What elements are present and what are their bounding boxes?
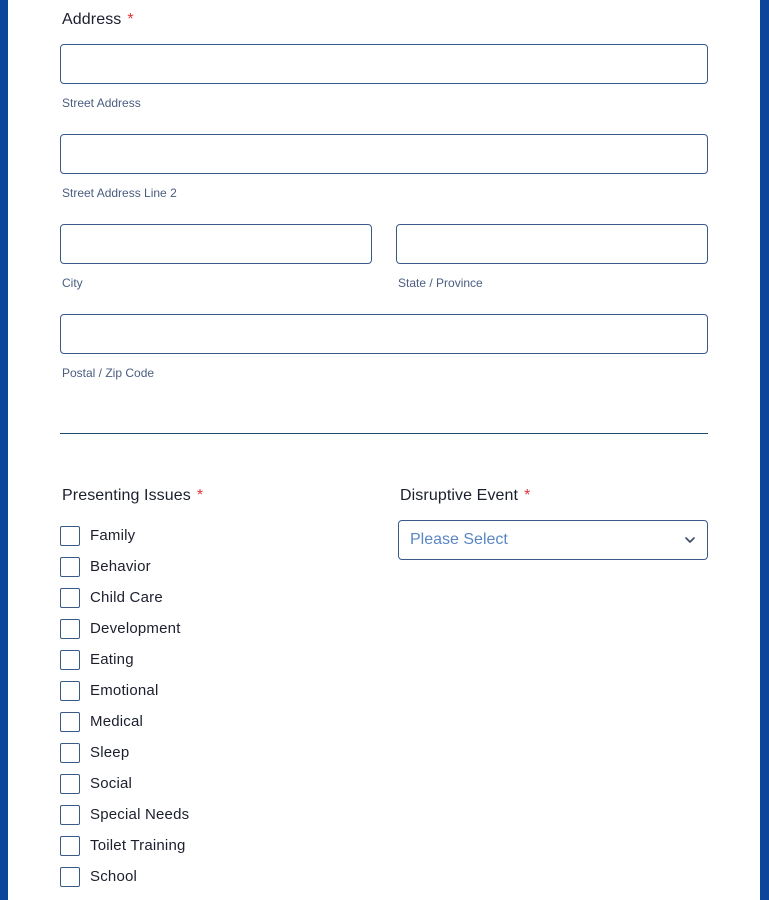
checkbox-eating[interactable] xyxy=(60,644,189,675)
city-input[interactable] xyxy=(60,224,372,264)
required-mark: * xyxy=(127,11,134,28)
checkbox-box[interactable] xyxy=(60,681,80,701)
checkbox-child-care[interactable] xyxy=(60,582,189,613)
checkbox-medical[interactable] xyxy=(60,706,189,737)
address-label xyxy=(62,11,134,29)
state-province-input[interactable] xyxy=(396,224,708,264)
street-address-input[interactable] xyxy=(60,44,708,84)
checkbox-label: Toilet Training xyxy=(90,837,186,854)
postal-code-input[interactable] xyxy=(60,314,708,354)
address-label-text: Address xyxy=(62,11,122,28)
select-placeholder: Please Select xyxy=(410,531,508,548)
presenting-issues-label xyxy=(62,487,203,505)
checkbox-special-needs[interactable] xyxy=(60,799,189,830)
checkbox-box[interactable] xyxy=(60,588,80,608)
checkbox-label: Child Care xyxy=(90,589,163,606)
section-divider xyxy=(60,433,708,434)
checkbox-label: Medical xyxy=(90,713,144,730)
checkbox-label: Development xyxy=(90,620,181,637)
checkbox-social[interactable] xyxy=(60,768,189,799)
checkbox-box[interactable] xyxy=(60,805,80,825)
checkbox-sleep[interactable] xyxy=(60,737,189,768)
checkbox-behavior[interactable] xyxy=(60,551,189,582)
checkbox-label: Behavior xyxy=(90,558,151,575)
checkbox-label: Sleep xyxy=(90,744,130,761)
chevron-down-icon xyxy=(684,534,696,546)
required-mark: * xyxy=(524,487,531,504)
checkbox-box[interactable] xyxy=(60,557,80,577)
disruptive-event-select[interactable] xyxy=(398,520,708,560)
checkbox-family[interactable] xyxy=(60,520,189,551)
checkbox-toilet-training[interactable] xyxy=(60,830,189,861)
checkbox-school[interactable] xyxy=(60,861,189,892)
checkbox-box[interactable] xyxy=(60,650,80,670)
street-address-line2-sublabel: Street Address Line 2 xyxy=(62,186,177,200)
checkbox-label: Social xyxy=(90,775,133,792)
checkbox-box[interactable] xyxy=(60,712,80,732)
required-mark: * xyxy=(196,487,204,504)
disruptive-event-label xyxy=(400,487,530,505)
checkbox-label: Special Needs xyxy=(90,806,190,823)
presenting-issues-label-text: Presenting Issues xyxy=(62,487,191,504)
checkbox-box[interactable] xyxy=(60,774,80,794)
checkbox-label: Eating xyxy=(90,651,134,668)
postal-code-sublabel: Postal / Zip Code xyxy=(62,366,155,380)
checkbox-box[interactable] xyxy=(60,619,80,639)
state-province-sublabel: State / Province xyxy=(398,276,483,290)
checkbox-label: Family xyxy=(90,527,136,544)
checkbox-box[interactable] xyxy=(60,836,80,856)
checkbox-emotional[interactable] xyxy=(60,675,189,706)
checkbox-development[interactable] xyxy=(60,613,189,644)
street-address-line2-input[interactable] xyxy=(60,134,708,174)
checkbox-box[interactable] xyxy=(60,526,80,546)
right-frame-border xyxy=(760,0,769,900)
city-sublabel: City xyxy=(62,276,83,290)
checkbox-box[interactable] xyxy=(60,743,80,763)
checkbox-label: Emotional xyxy=(90,682,159,699)
checkbox-label: School xyxy=(90,868,138,885)
presenting-issues-checkbox-list xyxy=(60,520,189,892)
street-address-sublabel: Street Address xyxy=(62,96,141,110)
disruptive-event-label-text: Disruptive Event xyxy=(400,487,519,504)
checkbox-box[interactable] xyxy=(60,867,80,887)
left-frame-border xyxy=(0,0,8,900)
